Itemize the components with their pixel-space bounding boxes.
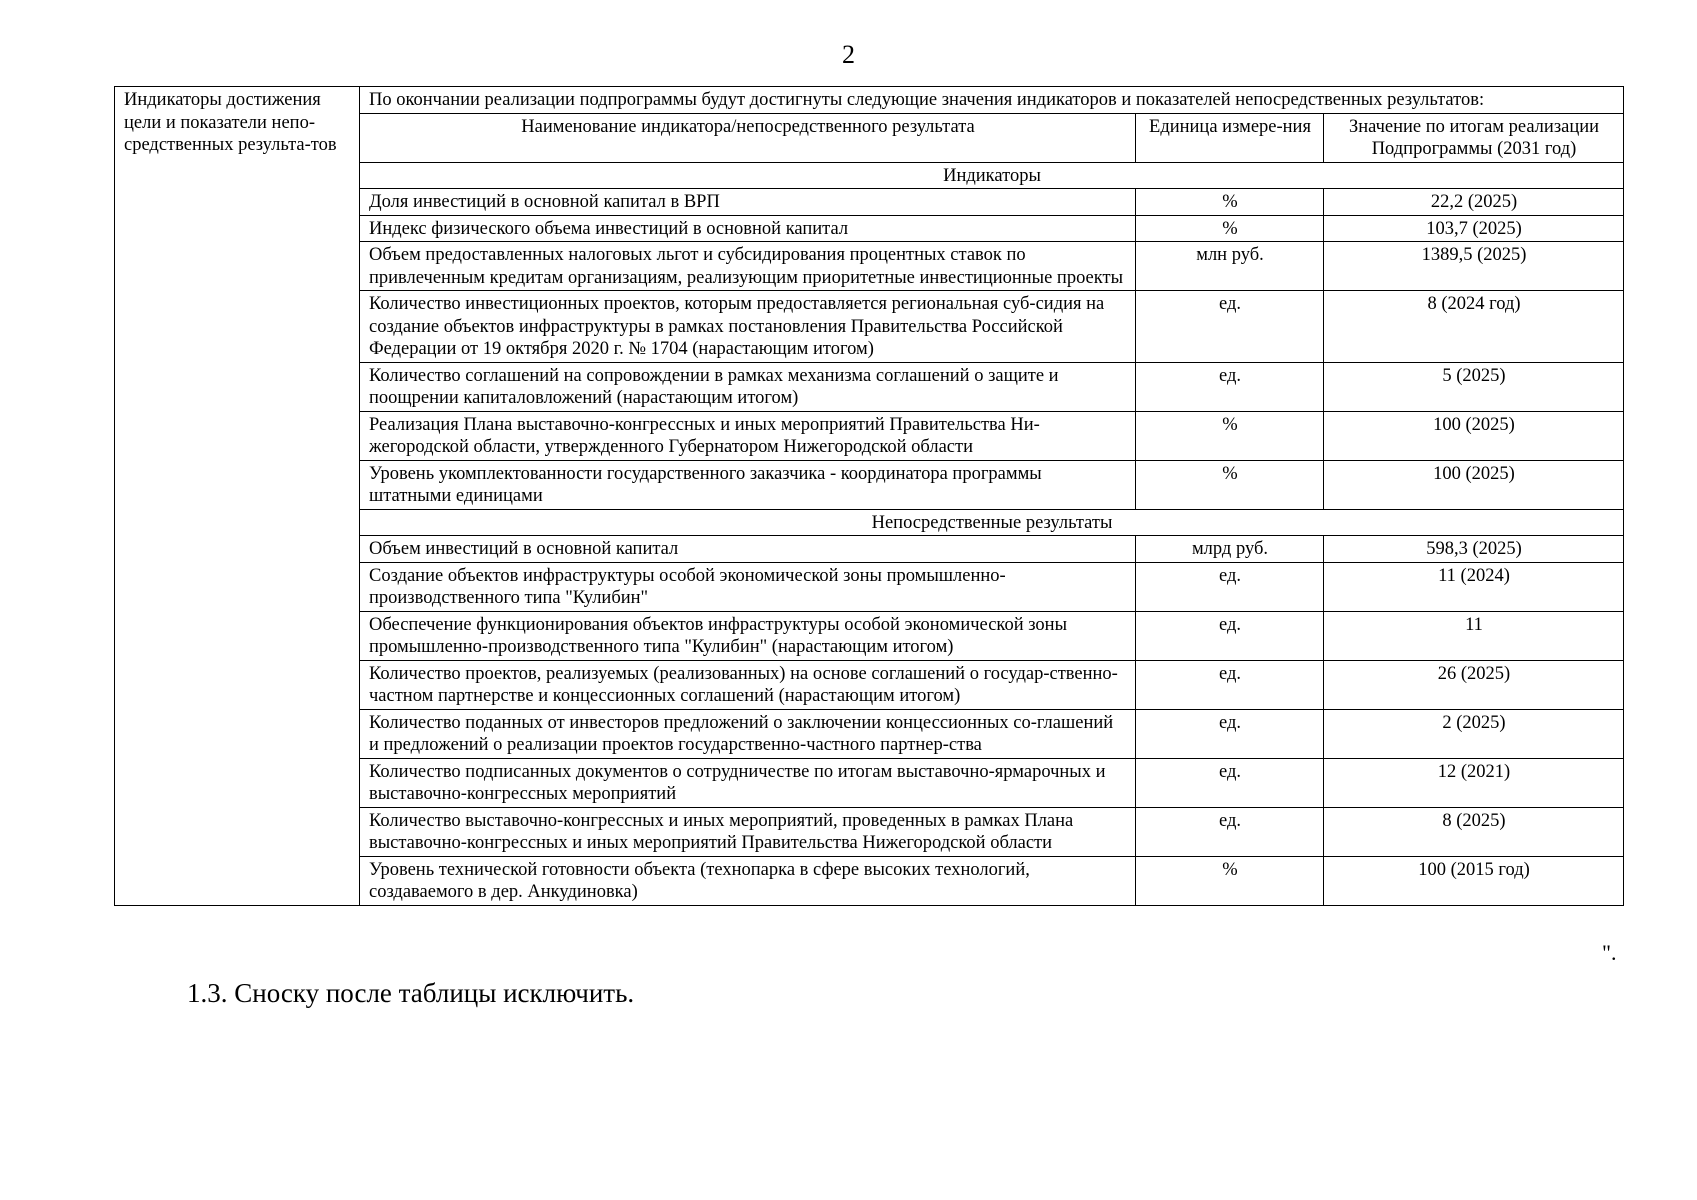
closing-quote: ". [1602,940,1617,965]
result-unit: ед. [1136,660,1324,709]
indicator-name: Доля инвестиций в основной капитал в ВРП [360,189,1136,216]
result-unit: % [1136,856,1324,905]
indicator-name: Индекс физического объема инвестиций в основной капитал [360,215,1136,242]
result-value: 598,3 (2025) [1324,536,1624,563]
result-unit: млрд руб. [1136,536,1324,563]
result-name: Объем инвестиций в основной капитал [360,536,1136,563]
section-results: Непосредственные результаты [360,509,1624,536]
indicator-name: Объем предоставленных налоговых льгот и субсидирования процентных ставок по привлеченным кредитам организациям, реализующим приоритетные инвестиционные проекты [360,242,1136,291]
result-unit: ед. [1136,807,1324,856]
indicator-value: 8 (2024 год) [1324,291,1624,363]
indicator-value: 100 (2025) [1324,411,1624,460]
section-indicators: Индикаторы [360,162,1624,189]
result-unit: ед. [1136,562,1324,611]
indicator-value: 100 (2025) [1324,460,1624,509]
result-name: Создание объектов инфраструктуры особой экономической зоны промышленно-производственного типа "Кулибин" [360,562,1136,611]
indicator-value: 5 (2025) [1324,362,1624,411]
result-name: Уровень технической готовности объекта (технопарка в сфере высоких технологий, создаваемого в дер. Анкудиновка) [360,856,1136,905]
result-value: 11 [1324,611,1624,660]
result-name: Количество проектов, реализуемых (реализованных) на основе соглашений о государ-ственно-частном партнерстве и концессионных соглашений (нарастающим итогом) [360,660,1136,709]
indicator-value: 22,2 (2025) [1324,189,1624,216]
indicator-name: Количество инвестиционных проектов, которым предоставляется региональная суб-сидия на создание объектов инфраструктуры в рамках постановления Правительства Российской Федерации от 19 октября 2020 г. № 1704 (нарастающим итогом) [360,291,1136,363]
result-value: 12 (2021) [1324,758,1624,807]
indicator-unit: млн руб. [1136,242,1324,291]
result-name: Обеспечение функционирования объектов инфраструктуры особой экономической зоны промышленно-производственного типа "Кулибин" (нарастающим итогом) [360,611,1136,660]
result-unit: ед. [1136,758,1324,807]
indicator-unit: % [1136,215,1324,242]
intro-row [115,87,1624,114]
indicator-value: 1389,5 (2025) [1324,242,1624,291]
result-value: 100 (2015 год) [1324,856,1624,905]
result-value: 8 (2025) [1324,807,1624,856]
header-value: Значение по итогам реализации Подпрограммы (2031 год) [1324,113,1624,162]
header-name: Наименование индикатора/непосредственного результата [360,113,1136,162]
result-name: Количество поданных от инвесторов предложений о заключении концессионных со-глашений и предложений о реализации проектов государственно-частного партнер-ства [360,709,1136,758]
result-unit: ед. [1136,709,1324,758]
result-value: 26 (2025) [1324,660,1624,709]
indicator-value: 103,7 (2025) [1324,215,1624,242]
result-name: Количество выставочно-конгрессных и иных мероприятий, проведенных в рамках Плана выставочно-конгрессных и иных мероприятий Правительства Нижегородской области [360,807,1136,856]
footnote-text: 1.3. Сноску после таблицы исключить. [187,978,635,1008]
indicator-unit: % [1136,460,1324,509]
indicator-name: Уровень укомплектованности государственного заказчика - координатора программы штатными единицами [360,460,1136,509]
result-value: 11 (2024) [1324,562,1624,611]
indicator-name: Количество соглашений на сопровождении в рамках механизма соглашений о защите и поощрении капиталовложений (нарастающим итогом) [360,362,1136,411]
row-label: Индикаторы достижения цели и показатели непо-средственных результа-тов [115,87,360,906]
header-unit: Единица измере-ния [1136,113,1324,162]
result-unit: ед. [1136,611,1324,660]
indicator-unit: % [1136,411,1324,460]
result-value: 2 (2025) [1324,709,1624,758]
result-name: Количество подписанных документов о сотрудничестве по итогам выставочно-ярмарочных и выставочно-конгрессных мероприятий [360,758,1136,807]
intro-text: По окончании реализации подпрограммы будут достигнуты следующие значения индикаторов и показателей непосредственных результатов: [360,87,1624,114]
indicators-table [114,86,1624,906]
page-number: 2 [842,40,855,69]
indicator-unit: ед. [1136,362,1324,411]
indicator-unit: % [1136,189,1324,216]
indicator-name: Реализация Плана выставочно-конгрессных и иных мероприятий Правительства Ни-жегородской области, утвержденного Губернатором Нижегородской области [360,411,1136,460]
indicator-unit: ед. [1136,291,1324,363]
